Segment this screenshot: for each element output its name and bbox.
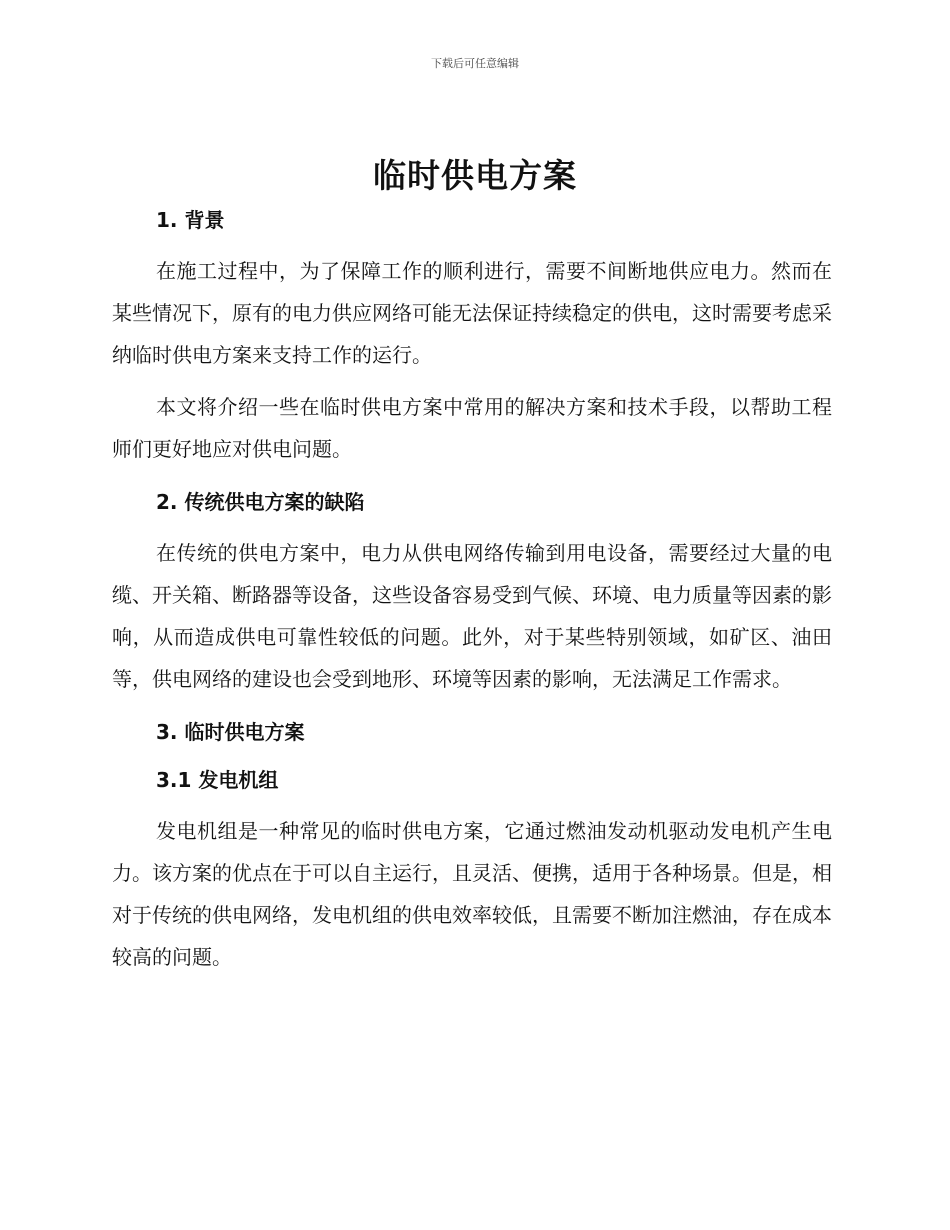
document-body xyxy=(112,202,832,978)
paragraph: 在施工过程中，为了保障工作的顺利进行，需要不间断地供应电力。然而在某些情况下，原有的电力供应网络可能无法保证持续稳定的供电，这时需要考虑采纳临时供电方案来支持工作的运行。 xyxy=(112,259,832,367)
paragraph: 发电机组是一种常见的临时供电方案，它通过燃油发动机驱动发电机产生电力。该方案的优点在于可以自主运行，且灵活、便携，适用于各种场景。但是，相对于传统的供电网络，发电机组的供电效率较低，且需要不断加注燃油，存在成本较高的问题。 xyxy=(112,819,832,969)
subsection-heading-generator-set: 3.1 发电机组 xyxy=(156,768,279,792)
document-title: 临时供电方案 xyxy=(373,156,577,195)
section-heading-temporary-power: 3. 临时供电方案 xyxy=(156,720,305,744)
paragraph: 本文将介绍一些在临时供电方案中常用的解决方案和技术手段，以帮助工程师们更好地应对供电问题。 xyxy=(112,395,832,461)
paragraph: 在传统的供电方案中，电力从供电网络传输到用电设备，需要经过大量的电缆、开关箱、断路器等设备，这些设备容易受到气候、环境、电力质量等因素的影响，从而造成供电可靠性较低的问题。此外，对于某些特别领域，如矿区、油田等，供电网络的建设也会受到地形、环境等因素的影响，无法满足工作需求。 xyxy=(112,541,832,691)
section-heading-traditional-defects: 2. 传统供电方案的缺陷 xyxy=(156,490,365,514)
section-heading-background: 1. 背景 xyxy=(156,208,225,232)
header-note: 下载后可任意编辑 xyxy=(431,57,519,70)
